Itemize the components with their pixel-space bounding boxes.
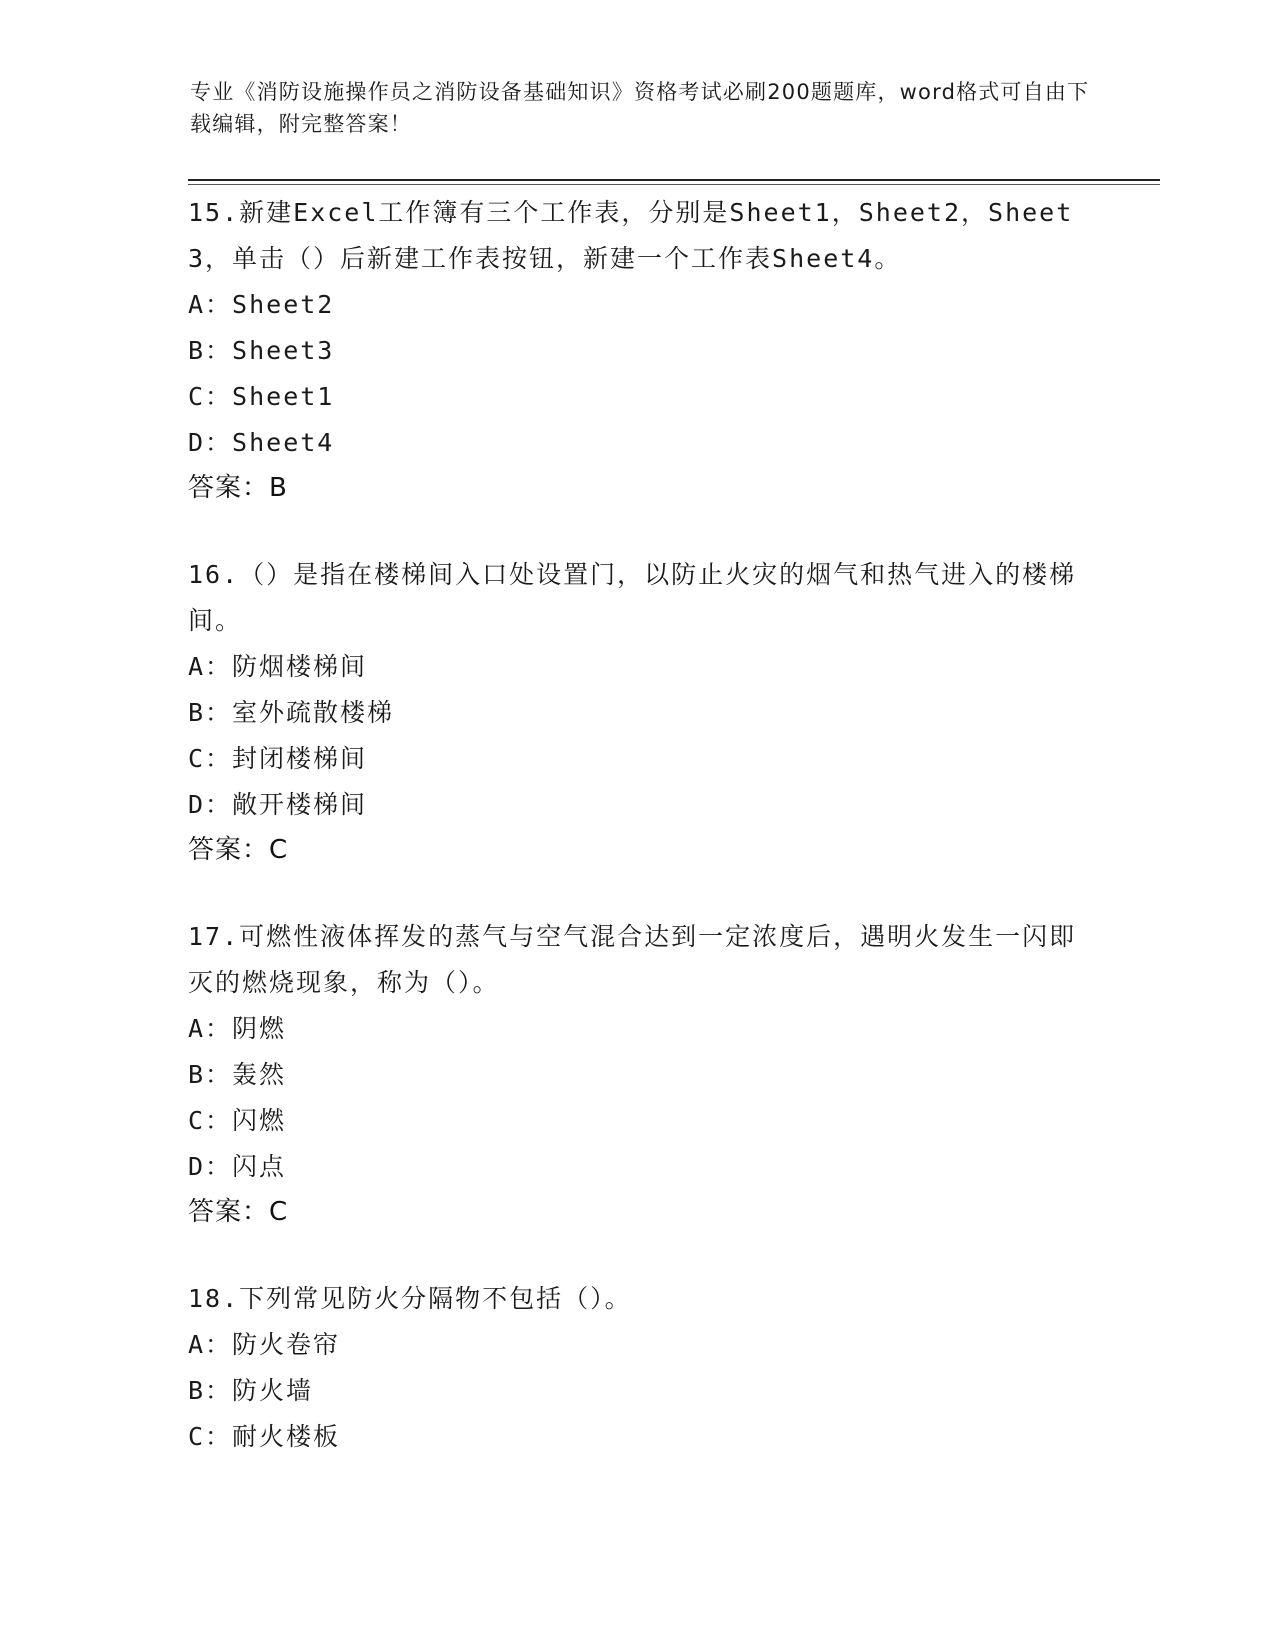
option-c: C：耐火楼板 [188, 1422, 341, 1451]
document-header: 专业《消防设施操作员之消防设备基础知识》资格考试必刷200题题库，word格式可自由下载编辑，附完整答案！ [190, 80, 1090, 136]
question-text: 17.可燃性液体挥发的蒸气与空气混合达到一定浓度后，遇明火发生一闪即灭的燃烧现象，称为（）。 [188, 922, 1077, 997]
option-d: D：Sheet4 [188, 428, 335, 457]
option-a: A：防火卷帘 [188, 1330, 341, 1359]
option-a: A：防烟楼梯间 [188, 652, 368, 681]
option-d: D：闪点 [188, 1152, 287, 1181]
question-text: 15.新建Excel工作簿有三个工作表，分别是Sheet1，Sheet2，Sheet3，单击（）后新建工作表按钮，新建一个工作表Sheet4。 [188, 198, 1074, 273]
answer-line: 答案：C [188, 1197, 289, 1227]
option-b: B：室外疏散楼梯 [188, 698, 395, 727]
header-divider-thick [188, 179, 1160, 181]
header-divider-thin [188, 184, 1160, 185]
option-a: A：Sheet2 [188, 290, 335, 319]
option-c: C：闪燃 [188, 1106, 287, 1135]
question-text: 18.下列常见防火分隔物不包括（）。 [188, 1284, 632, 1313]
option-a: A：阴燃 [188, 1014, 287, 1043]
option-b: B：防火墙 [188, 1376, 314, 1405]
question-15 [188, 190, 1088, 510]
question-17 [188, 914, 1088, 1234]
question-list [188, 190, 1088, 1502]
question-text: 16.（）是指在楼梯间入口处设置门，以防止火灾的烟气和热气进入的楼梯间。 [188, 560, 1077, 635]
option-b: B：Sheet3 [188, 336, 335, 365]
question-16 [188, 552, 1088, 872]
answer-line: 答案：C [188, 835, 289, 865]
option-b: B：轰然 [188, 1060, 287, 1089]
question-18 [188, 1276, 1088, 1460]
option-c: C：封闭楼梯间 [188, 744, 368, 773]
option-c: C：Sheet1 [188, 382, 335, 411]
option-d: D：敞开楼梯间 [188, 790, 368, 819]
answer-line: 答案：B [188, 473, 288, 503]
